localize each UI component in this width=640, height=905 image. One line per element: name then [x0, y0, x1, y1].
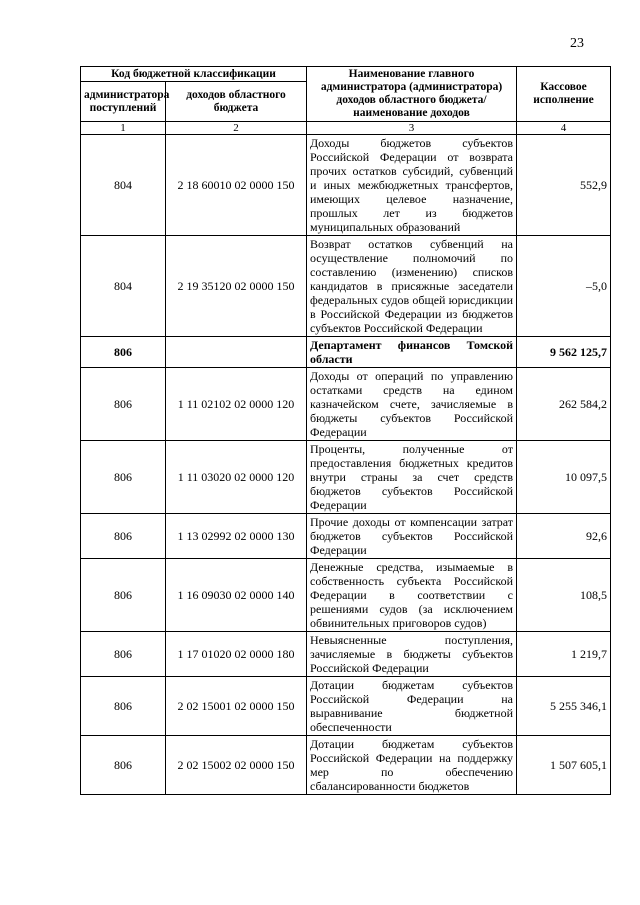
income-name-cell: Доходы бюджетов субъектов Российской Федерации от возврата прочих остатков субсидий, субвенций и иных межбюджетных трансфертов, имеющих целевое назначение, прошлых лет из бюджетов муниципальных образований — [307, 135, 517, 236]
admin-code-cell: 804 — [81, 135, 166, 236]
amount-cell: 108,5 — [517, 559, 611, 632]
income-name-cell: Доходы от операций по управлению остатками средств на едином казначейском счете, зачисляемые в бюджеты субъектов Российской Федерации — [307, 368, 517, 441]
income-code-cell: 2 02 15002 02 0000 150 — [166, 736, 307, 795]
income-name-cell: Дотации бюджетам субъектов Российской Федерации на поддержку мер по обеспечению сбалансированности бюджетов — [307, 736, 517, 795]
amount-cell: 9 562 125,7 — [517, 337, 611, 368]
table-row — [81, 135, 611, 236]
income-code-cell: 1 16 09030 02 0000 140 — [166, 559, 307, 632]
amount-cell: 10 097,5 — [517, 441, 611, 514]
amount-cell: 552,9 — [517, 135, 611, 236]
column-number: 4 — [517, 122, 611, 135]
admin-code-cell: 806 — [81, 337, 166, 368]
admin-code-cell: 806 — [81, 441, 166, 514]
admin-code-cell: 806 — [81, 514, 166, 559]
table-header — [81, 67, 611, 135]
income-name-cell: Департамент финансов Томской области — [307, 337, 517, 368]
table-row — [81, 736, 611, 795]
name-header: Наименование главного администратора (администратора) доходов областного бюджета/ наименование доходов — [307, 67, 517, 122]
column-number-row — [81, 122, 611, 135]
income-code-cell: 1 17 01020 02 0000 180 — [166, 632, 307, 677]
table-row — [81, 368, 611, 441]
table-row — [81, 514, 611, 559]
income-name-cell: Денежные средства, изымаемые в собственность субъекта Российской Федерации в соответствии с решениями судов (за исключением обвинительных приговоров судов) — [307, 559, 517, 632]
amount-cell: 1 219,7 — [517, 632, 611, 677]
amount-cell: 92,6 — [517, 514, 611, 559]
admin-code-cell: 806 — [81, 677, 166, 736]
table-row — [81, 441, 611, 514]
income-code-cell: 1 11 02102 02 0000 120 — [166, 368, 307, 441]
income-code-cell — [166, 337, 307, 368]
admin-code-cell: 806 — [81, 736, 166, 795]
table-row — [81, 337, 611, 368]
amount-cell: 1 507 605,1 — [517, 736, 611, 795]
income-name-cell: Возврат остатков субвенций на осуществление полномочий по составлению (изменению) списков кандидатов в присяжные заседатели федеральных судов общей юрисдикции в Российской Федерации из бюджетов субъектов Российской Федерации — [307, 236, 517, 337]
income-name-cell: Прочие доходы от компенсации затрат бюджетов субъектов Российской Федерации — [307, 514, 517, 559]
income-name-cell: Проценты, полученные от предоставления бюджетных кредитов внутри страны за счет средств бюджетов субъектов Российской Федерации — [307, 441, 517, 514]
admin-code-cell: 806 — [81, 559, 166, 632]
table-row — [81, 559, 611, 632]
admin-code-cell: 804 — [81, 236, 166, 337]
income-code-cell: 2 19 35120 02 0000 150 — [166, 236, 307, 337]
admin-code-cell: 806 — [81, 368, 166, 441]
income-name-cell: Невыясненные поступления, зачисляемые в бюджеты субъектов Российской Федерации — [307, 632, 517, 677]
amount-cell: –5,0 — [517, 236, 611, 337]
table-row — [81, 677, 611, 736]
amount-cell: 5 255 346,1 — [517, 677, 611, 736]
income-code-cell: 2 02 15001 02 0000 150 — [166, 677, 307, 736]
column-number: 1 — [81, 122, 166, 135]
income-header: доходов областного бюджета — [166, 82, 307, 122]
column-number: 2 — [166, 122, 307, 135]
amount-cell: 262 584,2 — [517, 368, 611, 441]
income-code-cell: 1 13 02992 02 0000 130 — [166, 514, 307, 559]
sum-header: Кассовое исполнение — [517, 67, 611, 122]
table-row — [81, 236, 611, 337]
income-code-cell: 2 18 60010 02 0000 150 — [166, 135, 307, 236]
page-number: 23 — [570, 36, 584, 51]
column-number: 3 — [307, 122, 517, 135]
budget-table — [80, 66, 611, 795]
kbk-header: Код бюджетной классификации — [81, 67, 307, 82]
income-code-cell: 1 11 03020 02 0000 120 — [166, 441, 307, 514]
table-row — [81, 632, 611, 677]
table-body — [81, 135, 611, 795]
admin-header: администратора поступлений — [81, 82, 166, 122]
income-name-cell: Дотации бюджетам субъектов Российской Федерации на выравнивание бюджетной обеспеченности — [307, 677, 517, 736]
admin-code-cell: 806 — [81, 632, 166, 677]
